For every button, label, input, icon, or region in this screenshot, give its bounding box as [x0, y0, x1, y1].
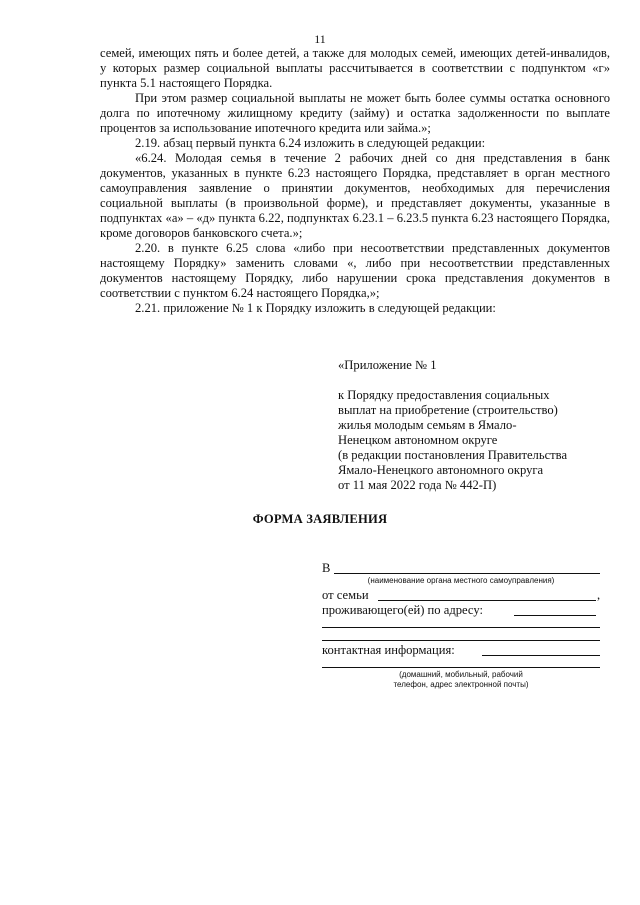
paragraph-5: 2.20. в пункте 6.25 слова «либо при несоответствии представленных документов настоящему Порядку» заменить словами «, либо при несоответствии представленных документов настоящему Порядку, либо нарушении срока представления документов в соответствии с пунктом 6.24 настоящего Порядка,»; — [100, 241, 610, 300]
paragraph-6: 2.21. приложение № 1 к Порядку изложить в следующей редакции: — [135, 301, 496, 315]
address-label: проживающего(ей) по адресу: — [322, 603, 483, 617]
contact-extra-line[interactable] — [322, 667, 600, 668]
appendix-number: «Приложение № 1 — [338, 358, 437, 372]
from-suffix: , — [597, 588, 601, 602]
paragraph-2: При этом размер социальной выплаты не может быть более суммы остатка основного долга по ипотечному жилищному кредиту (займу) и остатка задолженности по выплате процентов за использование ипотечного кредита или займа.»; — [100, 91, 610, 135]
contact-hint-line: (домашний, мобильный, рабочий — [399, 670, 523, 679]
to-field-line[interactable] — [334, 573, 600, 574]
appendix-line: (в редакции постановления Правительства — [338, 448, 568, 462]
form-title: ФОРМА ЗАЯВЛЕНИЯ — [252, 512, 388, 526]
contact-hint-line: телефон, адрес электронной почты) — [393, 680, 529, 689]
document-body — [100, 46, 610, 316]
appendix-header — [338, 388, 623, 493]
appendix-line: к Порядку предоставления социальных — [338, 388, 550, 402]
from-field-line[interactable] — [378, 600, 596, 601]
appendix-line: Ненецком автономном округе — [338, 433, 498, 447]
page-number: 11 — [314, 32, 326, 46]
address-field-line[interactable] — [514, 615, 596, 616]
paragraph-3: 2.19. абзац первый пункта 6.24 изложить в следующей редакции: — [135, 136, 486, 150]
paragraph-4: «6.24. Молодая семья в течение 2 рабочих дней со дня представления в банк документов, указанных в пункте 6.23 настоящего Порядка, представляет в орган местного самоуправления заявление о принятии документов, необходимых для перечисления социальной выплаты (в произвольной форме), и представляет документы, указанные в подпунктах «а» – «д» пункта 6.22, подпунктах 6.23.1 – 6.23.5 пункта 6.23 настоящего Порядка, кроме договоров банковского счета.»; — [100, 151, 610, 240]
paragraph-1: семей, имеющих пять и более детей, а также для молодых семей, имеющих детей-инвалидов, у которых размер социальной выплаты рассчитывается в соответствии с подпунктом «г» пункта 5.1 настоящего Порядка. — [100, 46, 610, 90]
appendix-line: жилья молодым семьям в Ямало- — [338, 418, 517, 432]
contact-label: контактная информация: — [322, 643, 455, 657]
contact-field-line[interactable] — [482, 655, 600, 656]
address-extra-line-2[interactable] — [322, 640, 600, 641]
to-hint: (наименование органа местного самоуправления) — [367, 576, 555, 585]
appendix-line: Ямало-Ненецкого автономного округа — [338, 463, 544, 477]
appendix-line: от 11 мая 2022 года № 442-П) — [338, 478, 497, 492]
address-extra-line-1[interactable] — [322, 627, 600, 628]
to-prefix: В — [322, 561, 331, 575]
appendix-line: выплат на приобретение (строительство) — [338, 403, 558, 417]
contact-hint — [322, 670, 600, 690]
from-label: от семьи — [322, 588, 369, 602]
